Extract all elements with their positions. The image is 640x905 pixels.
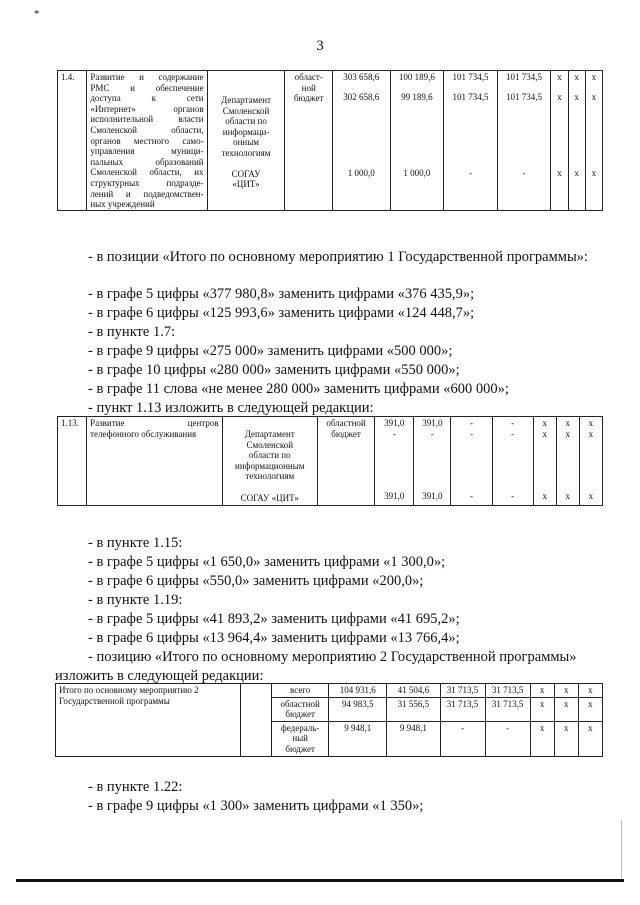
table-row: Итого по основному мероприятию 2 Государственной программы всего 104 931,6 41 504,6 31 713,5 31 713,5 x x x (56, 684, 603, 698)
col-5: 391,0 - 391,0 (375, 417, 414, 506)
col-11: x x x (579, 417, 602, 506)
table-row: областной бюджет 94 983,5 31 556,5 31 713,5 31 713,5 x x x (56, 697, 603, 721)
col-9: x x x (533, 417, 556, 506)
text-line: - в пункте 1.22: (88, 779, 183, 795)
paragraph-total-2: - позицию «Итого по основному мероприятию 2 Государственной программы» изложить в следующей редакции: (55, 649, 577, 684)
text-line: - в пункте 1.19: (88, 592, 183, 608)
text-line: - в графе 6 цифры «125 993,6» заменить цифрами «124 448,7»; (88, 305, 475, 321)
col-10: x x x (556, 417, 579, 506)
item-executor: Департамент Смоленской области по информационным технологиям СОГАУ «ЦИТ» (222, 417, 317, 506)
item-source: област- ной бюджет (285, 71, 333, 211)
source-cell: федераль- ный бюджет (271, 721, 329, 756)
source-cell: всего (271, 684, 329, 698)
text-line: - пункт 1.13 изложить в следующей редакции: (88, 400, 374, 416)
item-name: Развитие центров телефонного обслуживания (87, 417, 222, 506)
text-line: - в графе 9 цифры «1 300» заменить цифрами «1 350»; (88, 798, 424, 814)
table-item-1-13 (57, 416, 603, 506)
table-item-1-4 (57, 70, 603, 211)
col-9: x x x (551, 71, 568, 211)
bottom-rule (16, 879, 624, 882)
text-line: - в графе 10 цифры «280 000» заменить цифрами «550 000»; (88, 362, 460, 378)
total-name: Итого по основному мероприятию 2 Государственной программы (56, 684, 241, 757)
scan-edge-line (621, 820, 622, 878)
col-10: x x x (568, 71, 585, 211)
col-8: - - - (492, 417, 533, 506)
table-row (58, 417, 603, 506)
paragraph-total-1: - в позиции «Итого по основному мероприятию 1 Государственной программы»: (88, 249, 588, 265)
text-line: - в пункте 1.15: (88, 535, 183, 551)
col-11: x x x (585, 71, 602, 211)
source-cell: областной бюджет (271, 697, 329, 721)
col-8: 101 734,5 101 734,5 - (497, 71, 551, 211)
table-row: федераль- ный бюджет 9 948,1 9 948,1 - - x x x (56, 721, 603, 756)
text-line: - в графе 6 цифры «550,0» заменить цифрами «200,0»; (88, 573, 424, 589)
text-line: - в пункте 1.7: (88, 324, 176, 340)
text-line: - в графе 11 слова «не менее 280 000» заменить цифрами «600 000»; (88, 381, 509, 397)
item-executor: Департамент Смоленской области по информаци- онным технологиям СОГАУ «ЦИТ» (207, 71, 285, 211)
corner-mark: * (34, 8, 40, 20)
text-line: - в графе 5 цифры «377 980,8» заменить цифрами «376 435,9»; (88, 286, 475, 302)
text-line: - в графе 5 цифры «41 893,2» заменить цифрами «41 695,2»; (88, 611, 460, 627)
item-number: 1.4. (58, 71, 87, 211)
table-total-2 (55, 683, 603, 757)
col-6: 100 189,6 99 189,6 1 000,0 (390, 71, 444, 211)
page-number: 3 (316, 38, 324, 54)
item-name: Развитие и содержание РМС и обеспечение доступа к сети «Интернет» органов исполнительной власти Смоленской области, органов местного само- управления муници- пальных образований Смоленской области, их структурных подразде- лений и подведомствен- ных учреждений (87, 71, 207, 211)
total-executor (241, 684, 271, 757)
text-line: - в графе 9 цифры «275 000» заменить цифрами «500 000»; (88, 343, 453, 359)
col-7: 101 734,5 101 734,5 - (444, 71, 498, 211)
item-number: 1.13. (58, 417, 87, 506)
col-7: - - - (451, 417, 492, 506)
col-5: 303 658,6 302 658,6 1 000,0 (332, 71, 390, 211)
text-line: - в графе 5 цифры «1 650,0» заменить цифрами «1 300,0»; (88, 554, 446, 570)
item-source: областной бюджет (317, 417, 374, 506)
text-line: - в графе 6 цифры «13 964,4» заменить цифрами «13 766,4»; (88, 630, 460, 646)
col-6: 391,0 - 391,0 (414, 417, 451, 506)
